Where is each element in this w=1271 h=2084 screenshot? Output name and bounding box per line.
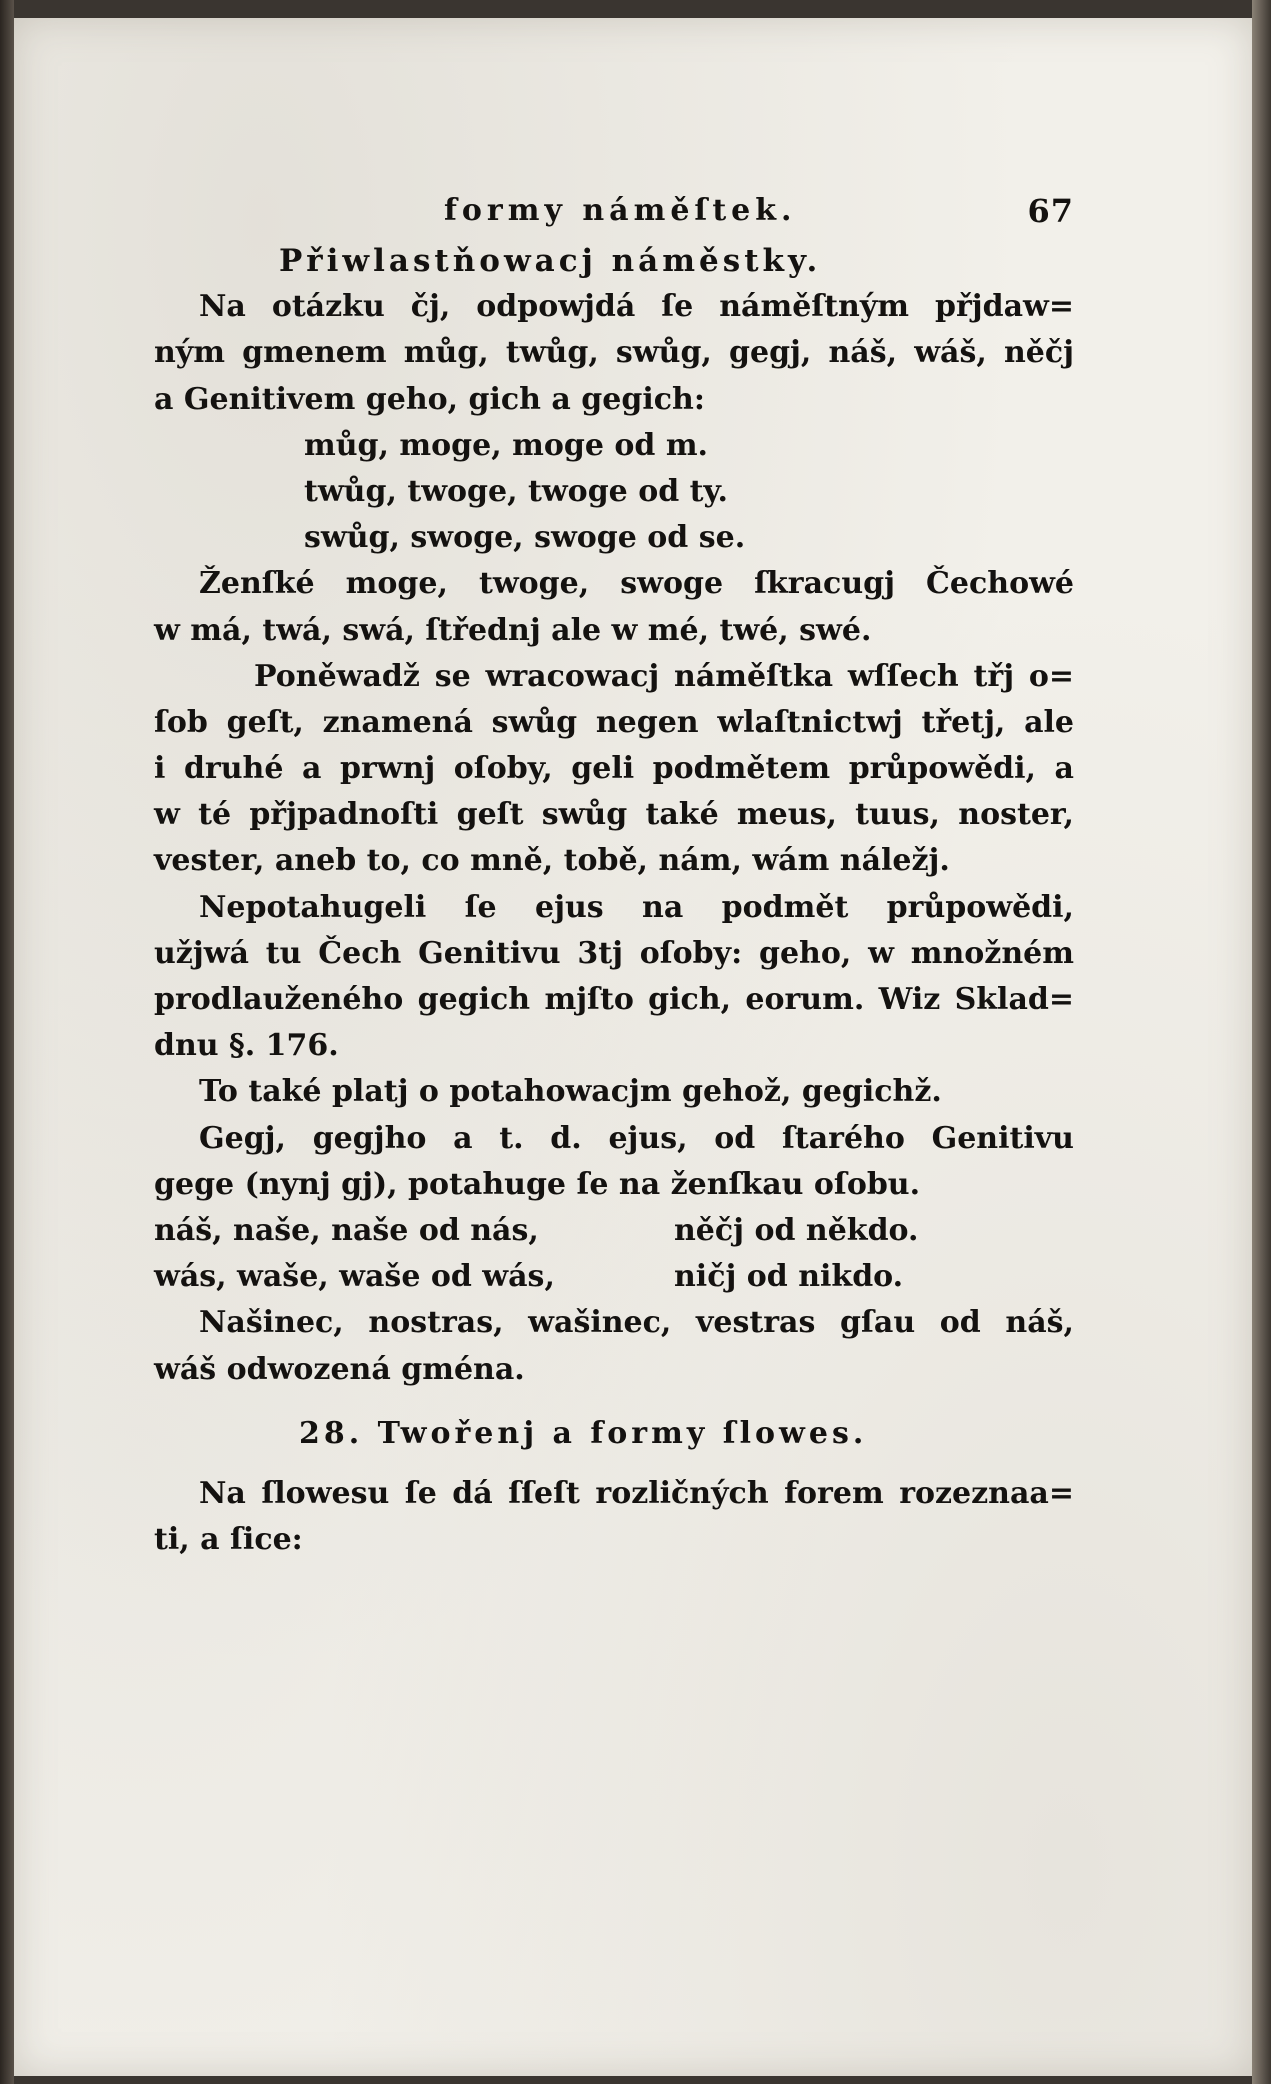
book-page [14,18,1252,2076]
running-title: formy náměſtek. [444,193,797,228]
pronoun-row [154,1208,1074,1254]
page-text [154,178,1074,1563]
pronoun-left: náš, naše, naše od nás, [154,1212,539,1248]
text-line: i druhé a prwnj oſoby, geli podmětem průpowědi, a [154,751,1074,787]
text-line: ti, a ſice: [154,1522,303,1558]
text-line: w té přjpadnoſti geſt swůg také meus, tuus, noster, [154,797,1074,833]
text-line: w má, twá, swá, ſtřednj ale w mé, twé, swé. [154,612,872,648]
section-heading: Přiwlastňowacj náměstky. [279,243,822,279]
pronoun-right: ničj od nikdo. [674,1259,904,1295]
text-line: a Genitivem geho, gich a gegich: [154,381,705,417]
text-line: gege (nynj gj), potahuge ſe na ženſkau oſobu. [154,1166,921,1202]
text-line: Na otázku čj, odpowjdá ſe náměſtným přjdaw= [199,289,1074,325]
pronoun-left: wás, waše, waše od wás, [154,1259,555,1295]
text-line: swůg, swoge, swoge od se. [304,520,746,556]
text-line: To také platj o potahowacjm gehož, gegichž. [199,1074,942,1110]
text-line: dnu §. 176. [154,1028,339,1064]
text-line: Poněwadž se wracowacj náměſtka wſſech třj o= [254,658,1074,694]
text-line: Našinec, nostras, wašinec, vestras gſau od náš, [199,1305,1074,1341]
text-line: Na ſlowesu ſe dá ſſeſt rozličných forem rozeznaa= [199,1475,1074,1511]
scan-edge-left [0,0,14,2084]
text-line: ſob geſt, znamená swůg negen wlaſtnictwj třetj, ale [154,704,1074,740]
text-line: ným gmenem můg, twůg, swůg, gegj, náš, wáš, něčj [154,335,1074,371]
text-line: prodlauženého gegich mjſto gich, eorum. Wiz Sklad= [154,982,1074,1017]
page-header [154,178,1074,238]
scan-edge-right [1252,0,1271,2084]
text-line: můg, moge, moge od m. [304,427,709,463]
pronoun-right: něčj od někdo. [674,1212,919,1248]
text-line: twůg, twoge, twoge od ty. [304,473,728,509]
chapter-heading: 28. Twořenj a formy ſlowes. [299,1415,868,1451]
text-line: užjwá tu Čech Genitivu 3tj oſoby: geho, w množném [154,935,1074,971]
page-number: 67 [1027,192,1074,230]
text-line: Ženſké moge, twoge, swoge ſkracugj Čechowé [199,566,1074,602]
text-line: wáš odwozená gména. [154,1351,525,1387]
text-line: Nepotahugeli ſe ejus na podmět průpowědi, [199,889,1074,925]
text-line: vester, aneb to, co mně, tobě, nám, wám náležj. [154,843,950,879]
pronoun-row [154,1254,1074,1300]
text-line: Gegj, gegjho a t. d. ejus, od ſtarého Genitivu [199,1120,1074,1156]
